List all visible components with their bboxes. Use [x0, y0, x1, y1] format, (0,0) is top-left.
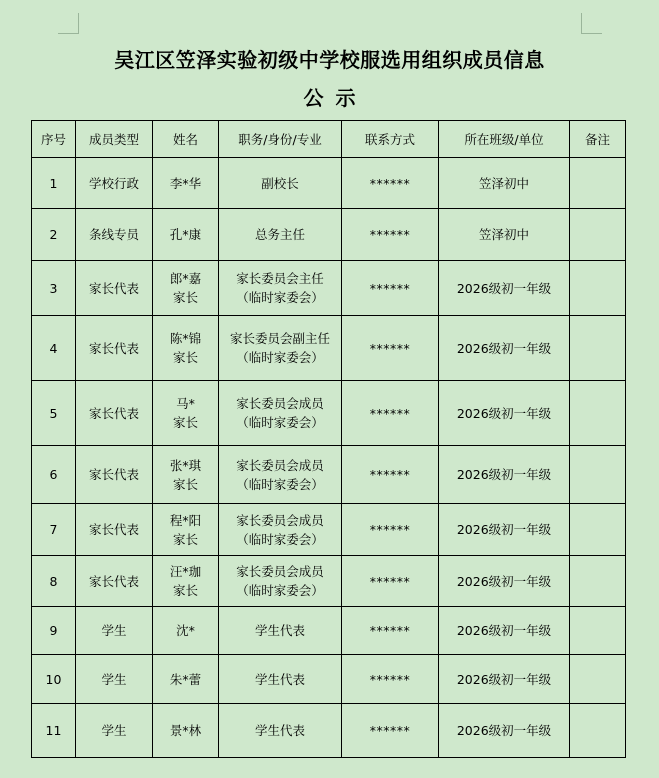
document-subtitle: 公示	[303, 86, 368, 110]
cell-name-text: 朱*蕾	[169, 671, 202, 687]
cell-contact	[342, 446, 439, 504]
cell-role-text: 家长委员会主任	[236, 271, 324, 286]
cell-unit-text: 2026级初一年级	[456, 522, 552, 537]
cell-name-text: 家长	[172, 350, 198, 365]
cell-contact	[342, 209, 439, 261]
table-row	[32, 704, 626, 758]
cell-contact-text: ******	[369, 280, 411, 296]
cell-role-text: （临时家委会）	[236, 476, 324, 492]
cell-role	[219, 556, 342, 607]
cell-name	[153, 381, 219, 446]
cell-role-text: 副校长	[261, 175, 299, 191]
cell-no	[32, 158, 76, 209]
cell-unit-text: 2026级初一年级	[456, 340, 552, 356]
cell-contact	[342, 556, 439, 607]
cell-role	[219, 381, 342, 446]
cell-note	[570, 381, 626, 446]
cell-contact-text: ******	[369, 227, 411, 242]
cell-no-text: 8	[49, 573, 58, 589]
cell-no-text: 5	[49, 405, 58, 421]
cell-no-text: 2	[49, 227, 58, 242]
cell-note	[570, 446, 626, 504]
cell-unit-text: 2026级初一年级	[456, 671, 552, 687]
cell-role-text: 家长委员会副主任	[229, 331, 330, 346]
cell-unit	[439, 446, 570, 504]
cell-no	[32, 504, 76, 556]
cell-unit-text: 2026级初一年级	[456, 467, 552, 482]
cell-type	[76, 381, 153, 446]
header-note: 备注	[570, 121, 626, 158]
table-row	[32, 158, 626, 209]
cell-role-text: 家长委员会成员	[236, 512, 324, 528]
cell-type-text: 家长代表	[88, 573, 139, 589]
cell-role-text: 家长委员会成员	[236, 396, 324, 411]
cell-contact-text: ******	[369, 175, 411, 191]
page-corner-mark-right	[581, 13, 602, 34]
table-row	[32, 381, 626, 446]
cell-type	[76, 504, 153, 556]
cell-contact	[342, 316, 439, 381]
header-no: 序号	[32, 121, 76, 158]
table-row	[32, 261, 626, 316]
cell-role	[219, 316, 342, 381]
cell-role-text: （临时家委会）	[236, 531, 324, 547]
cell-name-text: 郎*嘉	[169, 271, 202, 286]
cell-contact	[342, 607, 439, 655]
cell-no-text: 9	[49, 623, 58, 638]
cell-role	[219, 655, 342, 704]
cell-unit	[439, 261, 570, 316]
cell-note	[570, 316, 626, 381]
table-row	[32, 316, 626, 381]
cell-name-text: 家长	[172, 531, 198, 547]
cell-type-text: 学生	[101, 671, 127, 687]
cell-no	[32, 261, 76, 316]
cell-no-text: 11	[45, 723, 62, 738]
cell-type	[76, 704, 153, 758]
cell-role	[219, 446, 342, 504]
cell-type	[76, 446, 153, 504]
table-row	[32, 504, 626, 556]
cell-type-text: 家长代表	[88, 280, 139, 296]
cell-note	[570, 261, 626, 316]
cell-no	[32, 316, 76, 381]
cell-contact-text: ******	[369, 467, 411, 482]
table-row	[32, 446, 626, 504]
cell-no	[32, 446, 76, 504]
cell-note	[570, 158, 626, 209]
cell-role-text: 学生代表	[254, 671, 305, 687]
cell-name-text: 沈*	[176, 623, 195, 638]
cell-name	[153, 316, 219, 381]
cell-name	[153, 704, 219, 758]
cell-name-text: 李*华	[169, 175, 202, 191]
cell-note	[570, 209, 626, 261]
cell-no-text: 1	[49, 175, 58, 191]
cell-type-text: 学生	[101, 623, 127, 638]
cell-name	[153, 556, 219, 607]
cell-role	[219, 261, 342, 316]
cell-name-text: 程*阳	[169, 512, 202, 528]
cell-type-text: 家长代表	[88, 340, 139, 356]
cell-type-text: 家长代表	[88, 405, 139, 421]
cell-name	[153, 607, 219, 655]
cell-name-text: 孔*康	[169, 227, 202, 242]
cell-unit	[439, 316, 570, 381]
cell-name-text: 马*	[176, 396, 195, 411]
cell-unit	[439, 655, 570, 704]
cell-unit	[439, 704, 570, 758]
cell-contact-text: ******	[369, 623, 411, 638]
cell-unit	[439, 381, 570, 446]
cell-unit	[439, 158, 570, 209]
cell-contact-text: ******	[369, 340, 411, 356]
cell-type	[76, 209, 153, 261]
cell-unit-text: 2026级初一年级	[456, 405, 552, 421]
cell-name-text: 家长	[172, 476, 198, 492]
cell-unit-text: 2026级初一年级	[456, 280, 552, 296]
cell-unit-text: 笠泽初中	[478, 227, 529, 242]
cell-type	[76, 316, 153, 381]
cell-no-text: 4	[49, 340, 58, 356]
cell-type	[76, 607, 153, 655]
cell-role-text: （临时家委会）	[236, 290, 324, 305]
cell-no	[32, 381, 76, 446]
cell-contact	[342, 704, 439, 758]
page-corner-mark-left	[58, 13, 79, 34]
cell-type-text: 家长代表	[88, 467, 139, 482]
cell-name-text: 家长	[172, 583, 198, 598]
cell-role-text: （临时家委会）	[236, 415, 324, 430]
cell-contact	[342, 655, 439, 704]
cell-no-text: 3	[49, 280, 58, 296]
cell-role-text: 学生代表	[254, 623, 305, 638]
members-table	[31, 120, 626, 758]
cell-name	[153, 504, 219, 556]
cell-unit	[439, 209, 570, 261]
cell-unit	[439, 607, 570, 655]
cell-note	[570, 704, 626, 758]
cell-no	[32, 655, 76, 704]
header-type: 成员类型	[76, 121, 153, 158]
cell-type	[76, 261, 153, 316]
cell-no-text: 7	[49, 522, 58, 537]
cell-contact-text: ******	[369, 671, 411, 687]
cell-no-text: 6	[49, 467, 58, 482]
cell-unit-text: 2026级初一年级	[456, 723, 552, 738]
cell-type	[76, 556, 153, 607]
cell-type-text: 学生	[101, 723, 127, 738]
cell-role-text: （临时家委会）	[236, 583, 324, 598]
header-name: 姓名	[153, 121, 219, 158]
cell-contact-text: ******	[369, 573, 411, 589]
cell-name-text: 汪*珈	[169, 564, 202, 579]
cell-no-text: 10	[45, 671, 62, 687]
cell-unit-text: 2026级初一年级	[456, 573, 552, 589]
cell-name	[153, 261, 219, 316]
table-row	[32, 607, 626, 655]
cell-contact	[342, 261, 439, 316]
cell-name	[153, 446, 219, 504]
table-row	[32, 209, 626, 261]
cell-unit	[439, 504, 570, 556]
cell-name	[153, 209, 219, 261]
cell-role	[219, 209, 342, 261]
cell-contact	[342, 158, 439, 209]
cell-contact-text: ******	[369, 723, 411, 738]
cell-no	[32, 556, 76, 607]
cell-role	[219, 607, 342, 655]
document-title: 吴江区笠泽实验初级中学校服选用组织成员信息	[114, 48, 545, 72]
cell-type-text: 学校行政	[88, 175, 139, 191]
cell-name-text: 张*琪	[169, 457, 202, 473]
cell-type-text: 条线专员	[88, 227, 139, 242]
cell-unit-text: 笠泽初中	[478, 175, 529, 191]
header-unit: 所在班级/单位	[439, 121, 570, 158]
cell-name	[153, 158, 219, 209]
cell-unit-text: 2026级初一年级	[456, 623, 552, 638]
cell-contact	[342, 381, 439, 446]
header-role: 职务/身份/专业	[219, 121, 342, 158]
cell-role	[219, 704, 342, 758]
cell-role-text: 学生代表	[254, 723, 305, 738]
table-row	[32, 655, 626, 704]
cell-role-text: （临时家委会）	[236, 350, 324, 365]
cell-contact-text: ******	[369, 522, 411, 537]
cell-no	[32, 209, 76, 261]
cell-type	[76, 655, 153, 704]
cell-type-text: 家长代表	[88, 522, 139, 537]
cell-role-text: 总务主任	[254, 227, 305, 242]
cell-note	[570, 655, 626, 704]
cell-name-text: 家长	[172, 290, 198, 305]
cell-role	[219, 158, 342, 209]
cell-name	[153, 655, 219, 704]
cell-name-text: 陈*锦	[169, 331, 202, 346]
cell-note	[570, 556, 626, 607]
cell-role-text: 家长委员会成员	[236, 564, 324, 579]
cell-type	[76, 158, 153, 209]
table-header-row	[32, 121, 626, 158]
cell-contact	[342, 504, 439, 556]
cell-unit	[439, 556, 570, 607]
cell-no	[32, 704, 76, 758]
cell-note	[570, 607, 626, 655]
cell-name-text: 景*林	[169, 723, 202, 738]
cell-role-text: 家长委员会成员	[236, 457, 324, 473]
cell-name-text: 家长	[172, 415, 198, 430]
cell-no	[32, 607, 76, 655]
cell-note	[570, 504, 626, 556]
cell-contact-text: ******	[369, 405, 411, 421]
header-contact: 联系方式	[342, 121, 439, 158]
cell-role	[219, 504, 342, 556]
table-row	[32, 556, 626, 607]
